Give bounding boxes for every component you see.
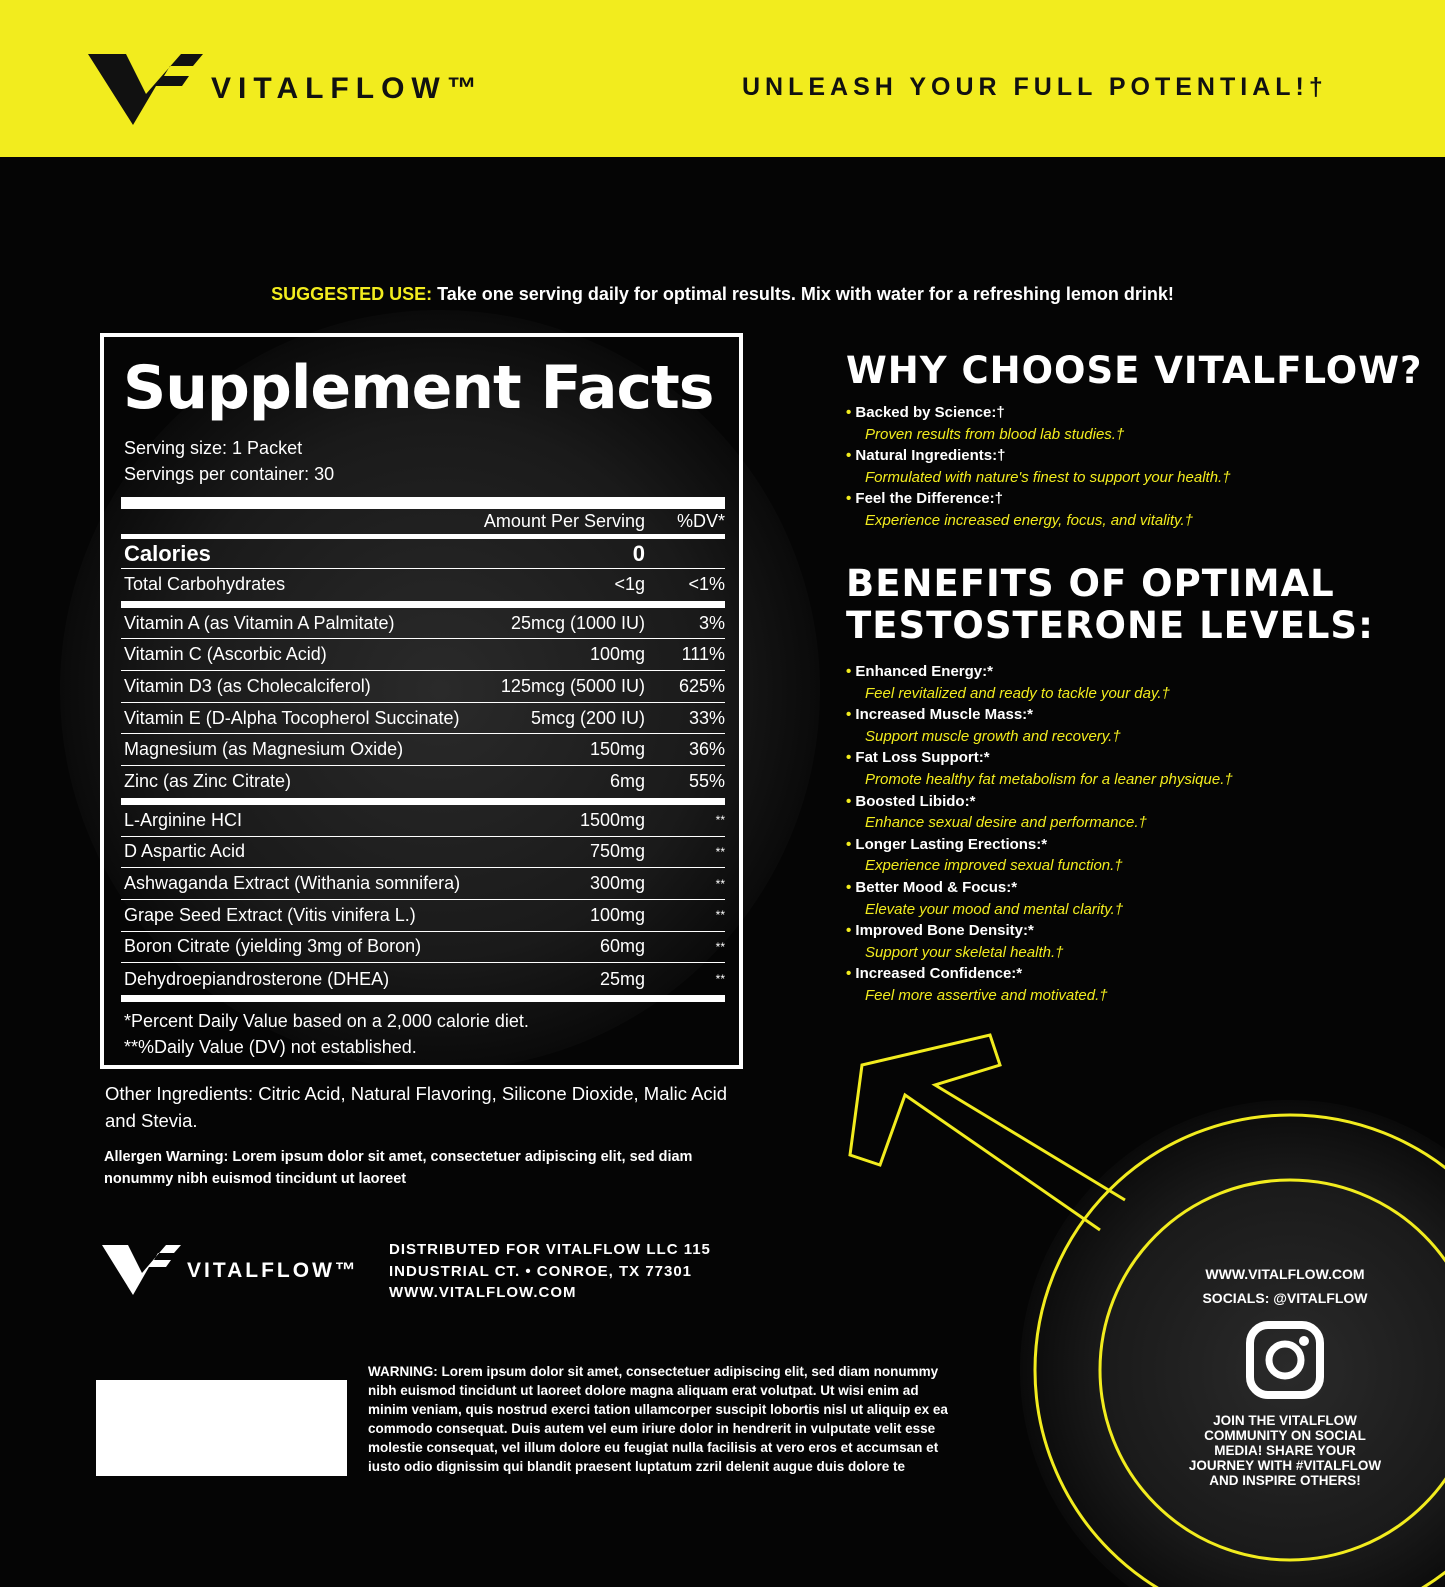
bullet-desc: Elevate your mood and mental clarity.† (865, 900, 1124, 918)
footnotes (124, 1008, 725, 1060)
bullet-desc: Enhance sexual desire and performance.† (865, 814, 1147, 832)
row-amount: 100mg (589, 644, 645, 665)
facts-title: Supplement Facts (123, 353, 714, 423)
row-dv: ** (715, 876, 725, 891)
nutrient-row (121, 963, 725, 995)
row-dv: 55% (688, 771, 725, 792)
header-banner (0, 0, 1445, 157)
bullet-desc: Feel more assertive and motivated.† (865, 986, 1108, 1004)
row-amount: 750mg (589, 841, 645, 862)
bullet-item (846, 704, 1374, 747)
bullet-item (846, 920, 1374, 963)
why-title: WHY CHOOSE VITALFLOW? (846, 349, 1423, 392)
row-name: Calories (124, 540, 211, 566)
row-dv: ** (715, 939, 725, 954)
bullet-desc: Experience improved sexual function.† (865, 857, 1123, 875)
row-dv: <1% (688, 574, 725, 595)
row-amount: 25mcg (1000 IU) (510, 612, 645, 633)
row-amount: 0 (632, 540, 645, 566)
row-name: Vitamin A (as Vitamin A Palmitate) (124, 612, 395, 633)
nutrient-row (121, 900, 725, 932)
bullet-desc: Support muscle growth and recovery.† (865, 727, 1121, 745)
nutrient-row (121, 868, 725, 900)
tagline: UNLEASH YOUR FULL POTENTIAL!† (742, 73, 1328, 101)
benefits-section (846, 563, 1374, 1007)
row-dv: ** (715, 972, 725, 987)
row-dv: 111% (681, 644, 725, 665)
row-amount: 6mg (609, 771, 645, 792)
barcode-area (96, 1380, 347, 1476)
allergen-warning: Allergen Warning: Lorem ipsum dolor sit amet, consectetuer adipiscing elit, sed diam nonummy nibh euismod tincidunt ut laoreet (104, 1149, 693, 1187)
nutrient-row (121, 608, 725, 640)
bullet-title: • Backed by Science:† (846, 402, 1423, 424)
divider (121, 995, 725, 1002)
bullet-item (846, 834, 1374, 877)
dv-header: %DV* (676, 511, 725, 531)
bullet-item (846, 747, 1374, 790)
nutrient-row (121, 766, 725, 798)
bullet-title: • Fat Loss Support:* (846, 747, 1374, 769)
row-dv: ** (715, 844, 725, 859)
row-dv: ** (715, 908, 725, 923)
supplement-facts-panel (100, 333, 743, 1069)
footnote-dv: *Percent Daily Value based on a 2,000 calorie diet. (124, 1010, 529, 1031)
row-name: D Aspartic Acid (124, 841, 246, 862)
suggested-use-label: SUGGESTED USE: (271, 284, 433, 304)
row-dv: 3% (698, 612, 725, 633)
row-amount: 1500mg (579, 809, 645, 830)
nutrient-row (121, 671, 725, 703)
bullet-item (846, 791, 1374, 834)
row-name: Magnesium (as Magnesium Oxide) (124, 739, 404, 760)
bullet-desc: Feel revitalized and ready to tackle your day.† (865, 684, 1170, 702)
row-amount: 125mcg (5000 IU) (500, 675, 645, 696)
social-website[interactable]: WWW.VITALFLOW.COM (1205, 1266, 1365, 1282)
row-name: Vitamin C (Ascorbic Acid) (124, 644, 327, 665)
bullet-item (846, 402, 1423, 445)
row-dv: ** (715, 813, 725, 828)
divider (121, 497, 725, 509)
divider (121, 601, 725, 608)
other-ingredients: Other Ingredients: Citric Acid, Natural Flavoring, Silicone Dioxide, Malic Acid and Stevia. (105, 1083, 728, 1131)
nutrient-row (121, 734, 725, 766)
row-name: Zinc (as Zinc Citrate) (124, 771, 292, 792)
brand-name: VITALFLOW™ (211, 72, 484, 105)
row-name: Boron Citrate (yielding 3mg of Boron) (124, 936, 422, 957)
suggested-use-text: Take one serving daily for optimal results. Mix with water for a refreshing lemon drink! (432, 284, 1174, 304)
row-amount: 5mcg (200 IU) (530, 707, 645, 728)
bullet-desc: Proven results from blood lab studies.† (865, 425, 1125, 443)
suggested-use (0, 284, 1445, 305)
row-name: Grape Seed Extract (Vitis vinifera L.) (124, 904, 416, 925)
bullet-desc: Promote healthy fat metabolism for a leaner physique.† (865, 770, 1233, 788)
why-choose-section (846, 350, 1423, 532)
divider (121, 798, 725, 805)
social-section (1170, 1266, 1400, 1488)
bullet-title: • Feel the Difference:† (846, 488, 1423, 510)
bullet-item (846, 963, 1374, 1006)
warning-text: WARNING: Lorem ipsum dolor sit amet, consectetuer adipiscing elit, sed diam nonummy nibh euismod tincidunt ut laoreet dolore magna aliquam erat volutpat. Ut wisi enim ad minim veniam, quis nostrud exerci tation ullamcorper suscipit lobortis nisl ut aliquip ex ea commodo consequat. Duis autem vel eum iriure dolor in hendrerit in vulputate velit esse molestie consequat, vel illum dolore eu feugiat nulla facilisis at vero eros et accumsan et iusto odio dignissim qui blandit praesent luptatum zzril delenit augue duis dolore te (368, 1364, 948, 1474)
bullet-desc: Support your skeletal health.† (865, 943, 1064, 961)
row-dv: 36% (688, 739, 725, 760)
row-amount: 300mg (589, 873, 645, 894)
bullet-title: • Natural Ingredients:† (846, 445, 1423, 467)
distributor-line: INDUSTRIAL CT. • CONROE, TX 77301 (389, 1262, 693, 1280)
social-cta: JOIN THE VITALFLOW COMMUNITY ON SOCIAL MEDIA! SHARE YOUR JOURNEY WITH #VITALFLOW AND INSPIRE OTHERS! (1188, 1413, 1382, 1488)
bullet-item (846, 445, 1423, 488)
bullet-title: • Enhanced Energy:* (846, 661, 1374, 683)
instagram-icon[interactable] (1245, 1320, 1325, 1400)
bullet-title: • Increased Confidence:* (846, 963, 1374, 985)
row-name: Vitamin E (D-Alpha Tocopherol Succinate) (124, 707, 460, 728)
bullet-title: • Better Mood & Focus:* (846, 877, 1374, 899)
amount-header: Amount Per Serving (483, 511, 645, 531)
row-amount: 60mg (599, 936, 645, 957)
row-name: Dehydroepiandrosterone (DHEA) (124, 968, 390, 989)
bullet-title: • Longer Lasting Erections:* (846, 834, 1374, 856)
vitalflow-logo-icon (102, 1244, 182, 1296)
row-amount: 100mg (589, 904, 645, 925)
row-name: Total Carbohydrates (124, 574, 286, 595)
bullet-title: • Increased Muscle Mass:* (846, 704, 1374, 726)
carbs-row (121, 569, 725, 601)
benefits-title: BENEFITS OF OPTIMAL (846, 562, 1335, 605)
row-dv: 33% (688, 707, 725, 728)
bullet-title: • Boosted Libido:* (846, 791, 1374, 813)
row-name: Vitamin D3 (as Cholecalciferol) (124, 675, 371, 696)
bullet-desc: Formulated with nature's finest to support your health.† (865, 468, 1231, 486)
benefits-title: TESTOSTERONE LEVELS: (846, 604, 1374, 647)
bullet-title: • Improved Bone Density:* (846, 920, 1374, 942)
footnote-not-established: **%Daily Value (DV) not established. (124, 1036, 417, 1057)
row-amount: <1g (614, 574, 645, 595)
bullet-item (846, 877, 1374, 920)
calories-row (121, 539, 725, 569)
row-name: L-Arginine HCI (124, 809, 243, 830)
distributor-website[interactable]: WWW.VITALFLOW.COM (389, 1284, 577, 1301)
servings-per-container: Servings per container: 30 (124, 464, 335, 484)
row-name: Ashwaganda Extract (Withania somnifera) (124, 873, 461, 894)
nutrient-row (121, 805, 725, 837)
distributor-info (389, 1239, 711, 1304)
nutrient-row (121, 837, 725, 869)
row-amount: 25mg (599, 968, 645, 989)
row-dv: 625% (678, 675, 725, 696)
row-amount: 150mg (589, 739, 645, 760)
social-handle[interactable]: SOCIALS: @VITALFLOW (1202, 1290, 1368, 1306)
column-header (121, 509, 725, 539)
brand-name-footer: VITALFLOW™ (187, 1259, 359, 1282)
nutrient-row (121, 703, 725, 735)
bullet-desc: Experience increased energy, focus, and vitality.† (865, 511, 1193, 529)
bullet-item (846, 488, 1423, 531)
distributor-line: DISTRIBUTED FOR VITALFLOW LLC 115 (389, 1241, 711, 1258)
vitalflow-logo-icon (88, 52, 203, 127)
nutrient-row (121, 639, 725, 671)
nutrient-row (121, 932, 725, 964)
serving-size: Serving size: 1 Packet (124, 438, 303, 458)
bullet-item (846, 661, 1374, 704)
